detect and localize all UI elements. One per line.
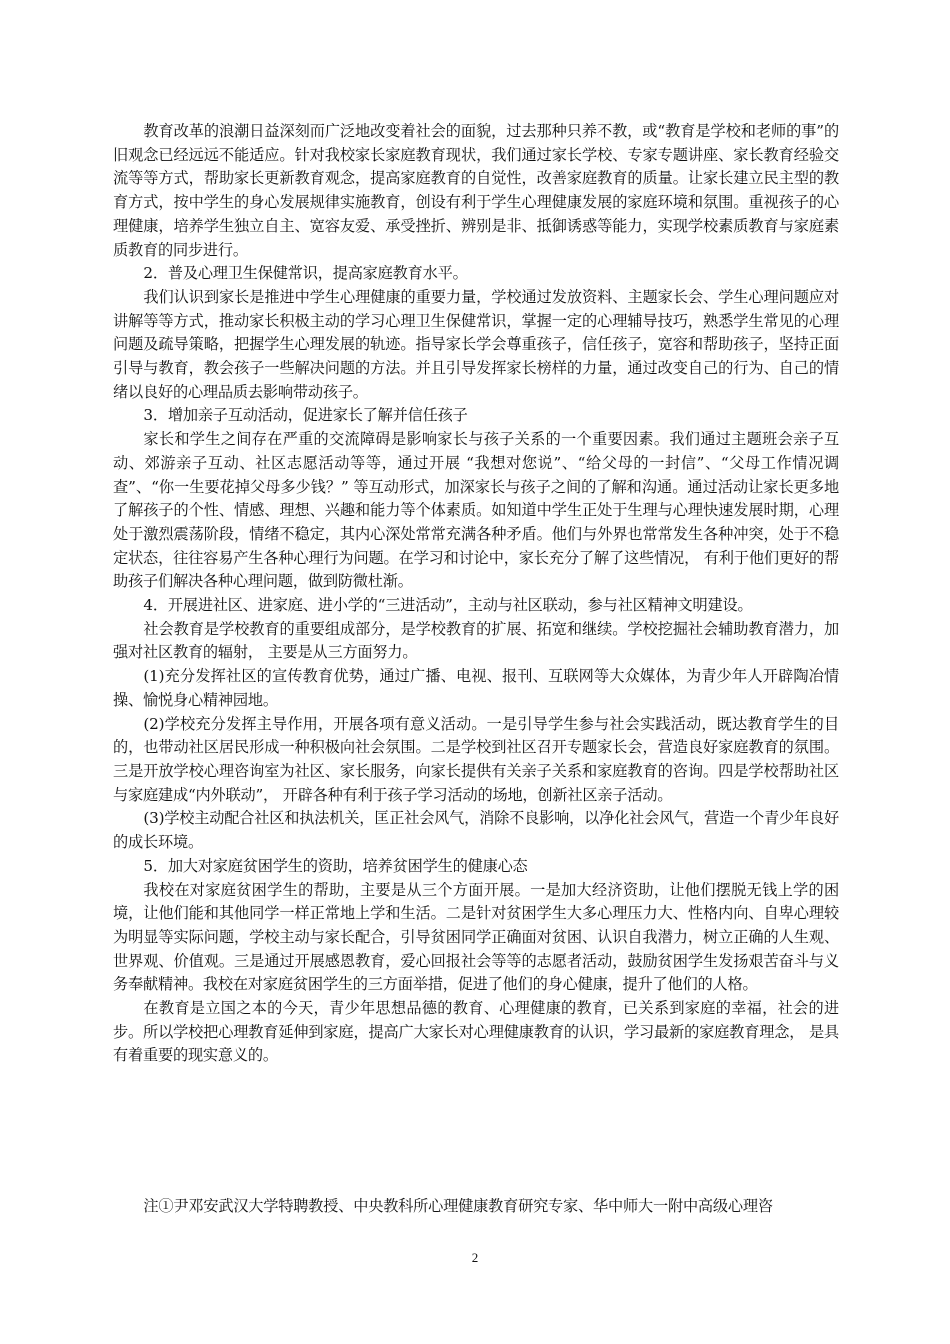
sub-item-1: (1)充分发挥社区的宣传教育优势，通过广播、电视、报刊、互联网等大众媒体，为青少年人开辟陶冶情操、愉悦身心精神园地。: [113, 667, 839, 709]
sub-item-3: (3)学校主动配合社区和执法机关，匡正社会风气，消除不良影响，以净化社会风气，营造一个青少年良好的成长环境。: [113, 809, 839, 852]
page-number: 2: [471, 1250, 479, 1265]
paragraph-parent-child-interaction: 家长和学生之间存在严重的交流障碍是影响家长与孩子关系的一个重要因素。我们通过主题班会亲子互动、郊游亲子互动、社区志愿活动等等，通过开展 “我想对您说”、“给父母的一封信”、“父母工作情况调查”、“你一生要花掉父母多少钱？” 等互动形式，加深家长与孩子之间的了解和沟通。通过活动让家长更多地了解孩子的个性、情感、理想、兴趣和能力等个体素质。如知道中学生正处于生理与心理快速发展时期，心理处于激烈震荡阶段，情绪不稳定，其内心深处常常充满各种矛盾。他们与外界也常常发生各种冲突，处于不稳定状态，往往容易产生各种心理行为问题。在学习和讨论中，家长充分了解了这些情况， 有利于他们更好的帮助孩子们解决各种心理问题，做到防微杜渐。: [113, 430, 839, 591]
paragraph-parents-role: 我们认识到家长是推进中学生心理健康的重要力量，学校通过发放资料、主题家长会、学生心理问题应对讲解等等方式，推动家长积极主动的学习心理卫生保健常识，掌握一定的心理辅导技巧，熟悉学生常见的心理问题及疏导策略，把握学生心理发展的轨迹。指导家长学会尊重孩子，信任孩子，宽容和帮助孩子，坚持正面引导与教育，教会孩子一些解决问题的方法。并且引导发挥家长榜样的力量，通过改变自己的行为、自己的情绪以良好的心理品质去影响带动孩子。: [113, 287, 839, 401]
sub-item-2: (2)学校充分发挥主导作用，开展各项有意义活动。一是引导学生参与社会实践活动，既达教育学生的目的，也带动社区居民形成一种积极向社会氛围。二是学校到社区召开专题家长会，营造良好家庭教育的氛围。三是开放学校心理咨询室为社区、家长服务，向家长提供有关亲子关系和家庭教育的咨询。四是学校帮助社区与家庭建成“内外联动”， 开辟各种有利于孩子学习活动的场地，创新社区亲子活动。: [113, 714, 839, 804]
paragraph-social-education: 社会教育是学校教育的重要组成部分，是学校教育的扩展、拓宽和继续。学校挖掘社会辅助教育潜力，加强对社区教育的辐射， 主要是从三方面努力。: [113, 619, 839, 662]
footnote: 注①尹邓安武汉大学特聘教授、中央教科所心理健康教育研究专家、华中师大一附中高级心理咨: [143, 1197, 773, 1215]
paragraph-conclusion: 在教育是立国之本的今天，青少年思想品德的教育、心理健康的教育，已关系到家庭的幸福，社会的进步。所以学校把心理教育延伸到家庭，提高广大家长对心理健康教育的认识，学习最新的家庭教育理念， 是具有着重要的现实意义的。: [113, 999, 839, 1065]
heading-item-5: 5．加大对家庭贫困学生的资助，培养贫困学生的健康心态: [143, 856, 528, 875]
body-text: [113, 120, 839, 1068]
heading-item-4: 4．开展进社区、进家庭、进小学的“三进活动”，主动与社区联动，参与社区精神文明建设。: [143, 596, 753, 615]
paragraph-education-reform: 教育改革的浪潮日益深刻而广泛地改变着社会的面貌，过去那种只养不教，或“教育是学校和老师的事”的旧观念已经远远不能适应。针对我校家长家庭教育现状，我们通过家长学校、专家专题讲座、家长教育经验交流等等方式，帮助家长更新教育观念，提高家庭教育的自觉性，改善家庭教育的质量。让家长建立民主型的教育方式，按中学生的身心发展规律实施教育，创设有利于学生心理健康发展的家庭环境和氛围。重视孩子的心理健康，培养学生独立自主、宽容友爱、承受挫折、辨别是非、抵御诱惑等能力，实现学校素质教育与家庭素质教育的同步进行。: [113, 122, 839, 259]
heading-item-2: 2．普及心理卫生保健常识，提高家庭教育水平。: [143, 264, 468, 283]
heading-item-3: 3．增加亲子互动活动，促进家长了解并信任孩子: [143, 406, 468, 425]
paragraph-poor-students: 我校在对家庭贫困学生的帮助，主要是从三个方面开展。一是加大经济资助，让他们摆脱无钱上学的困境，让他们能和其他同学一样正常地上学和生活。二是针对贫困学生大多心理压力大、性格内向、自卑心理较为明显等实际问题，学校主动与家长配合，引导贫困同学正确面对贫困、认识自我潜力，树立正确的人生观、世界观、价值观。三是通过开展感恩教育，爱心回报社会等等的志愿者活动，鼓励贫困学生发扬艰苦奋斗与义务奉献精神。我校在对家庭贫困学生的三方面举措，促进了他们的身心健康，提升了他们的人格。: [113, 880, 839, 994]
